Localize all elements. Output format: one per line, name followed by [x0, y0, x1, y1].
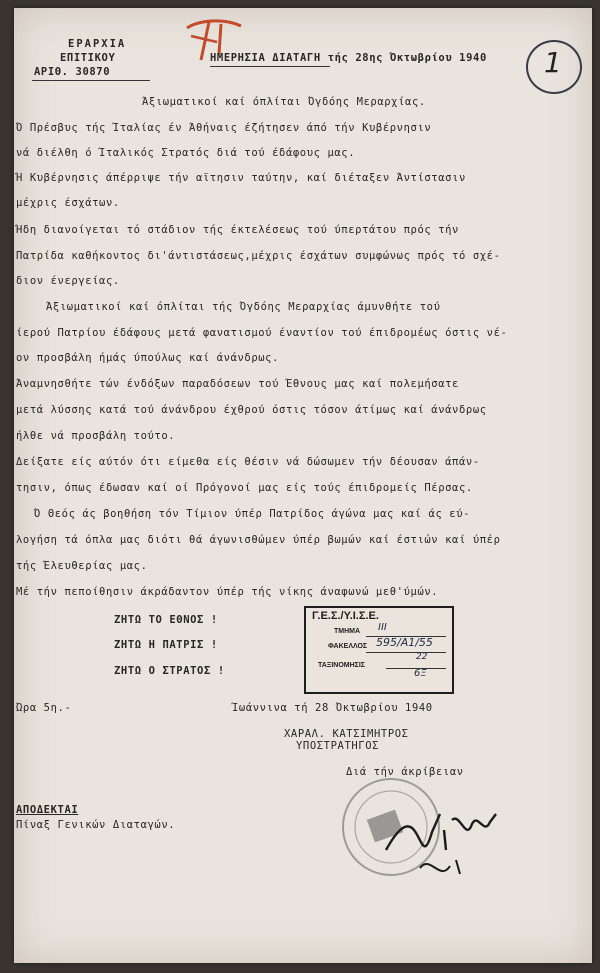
body-line-11: ον προσβάλη ήμάς ύπούλως καί άνάνδρως.: [16, 352, 280, 364]
body-line-15: Δείξατε είς αύτόν ότι είμεθα είς θέσιν νά δώσωμεν τήν δέουσαν άπάν-: [16, 456, 480, 468]
document-page: [14, 8, 592, 963]
unit-line-3: ΑΡΙΘ. 30870: [34, 66, 111, 78]
page-number: 1: [544, 46, 562, 79]
body-line-18: λογήση τά όπλα μας διότι θά άγωνισθώμεν ύπέρ βωμών καί έστιών καί ύπέρ: [16, 534, 501, 546]
body-line-12: Άναμνησθήτε τών ένδόξων παραδόσεων τού Έθνους μας καί πολεμήσατε: [16, 378, 459, 390]
page-title: ΗΜΕΡΗΣΙΑ ΔΙΑΤΑΓΗ τής 28ης Όκτωβρίου 1940: [210, 52, 487, 64]
body-line-8: διον ένεργείας.: [16, 275, 120, 287]
archive-stamp: [304, 606, 454, 694]
certify-line: Διά τήν άκρίβειαν: [346, 766, 464, 778]
body-line-9: Άξιωματικοί καί όπλίται τής Όγδόης Μεραρχίας άμυνθήτε τού: [46, 301, 441, 313]
body-line-19: τής Έλευθερίας μας.: [16, 560, 148, 572]
slogan-fatherland: ΖΗΤΩ Η ΠΑΤΡΙΣ !: [114, 639, 218, 651]
stamp-row1-label: ΤΜΗΜΑ: [334, 628, 361, 635]
stamp-row3-value-top: 22: [416, 652, 428, 662]
stamp-row2-value: 595/Α1/55: [376, 636, 433, 649]
body-line-20: Μέ τήν πεποίθησιν άκράδαντον ύπέρ τής νίκης άναφωνώ μεθ'ύμών.: [16, 586, 439, 598]
body-line-6: Ήδη διανοίγεται τό στάδιον τής έκτελέσεως τού ύπερτάτου πρός τήν: [16, 224, 459, 236]
unit-underline: [32, 80, 150, 81]
recipients-line: Πίναξ Γενικών Διαταγών.: [16, 819, 176, 831]
body-line-3: νά διέλθη ό Ίταλικός Στρατός διά τού έδάφους μας.: [16, 147, 356, 159]
slogan-nation: ΖΗΤΩ ΤΟ ΕΘΝΟΣ !: [114, 614, 218, 626]
signer-rank: ΥΠΟΣΤΡΑΤΗΓΟΣ: [296, 740, 380, 752]
body-line-13: μετά λύσσης κατά τού άνάνδρου έχθρού όστις τόσον άτίμως καί άνάνδρως: [16, 404, 487, 416]
unit-line-1: ΕΡΑΡΧΙΑ: [68, 38, 127, 50]
signer-name: ΧΑΡΑΛ. ΚΑΤΣΙΜΗΤΡΟΣ: [284, 728, 409, 740]
stamp-row3-value-bottom: 6Ξ: [414, 668, 427, 679]
body-line-4: Ή Κυβέρνησις άπέρριψε τήν αϊτησιν ταύτην, καί διέταξεν Άντίστασιν: [16, 172, 466, 184]
place-date: Ίωάννινα τή 28 Όκτωβρίου 1940: [232, 702, 433, 714]
recipients-header: ΑΠΟΔΕΚΤΑΙ: [16, 804, 79, 816]
unit-line-2: ΕΠΙΤΙΚΟΥ: [60, 52, 116, 64]
slogan-army: ΖΗΤΩ Ο ΣΤΡΑΤΟΣ !: [114, 665, 225, 677]
body-line-16: τησιν, όπως έδωσαν καί οί Πρόγονοί μας είς τούς έπιδρομείς Πέρσας.: [16, 482, 473, 494]
body-line-2: Ό Πρέσβυς τής Ίταλίας έν Άθήναις έζήτησεν άπό τήν Κυβέρνησιν: [16, 122, 432, 134]
stamp-title: Γ.Ε.Σ./Υ.Ι.Σ.Ε.: [312, 610, 379, 622]
stamp-row1-value: ΙΙΙ: [378, 622, 387, 633]
body-line-14: ήλθε νά προσβάλη τούτο.: [16, 430, 176, 442]
time-line: Ώρα 5η.-: [16, 702, 72, 714]
body-line-7: Πατρίδα καθήκοντος δι'άντιστάσεως,μέχρις έσχάτων συμφώνως πρός τό σχέ-: [16, 250, 501, 262]
body-line-5: μέχρις έσχάτων.: [16, 197, 120, 209]
body-line-1: Άξιωματικοί καί όπλίται Όγδόης Μεραρχίας.: [142, 96, 426, 108]
stamp-row2-label: ΦΑΚΕΛΛΟΣ: [328, 643, 368, 650]
stamp-row3-label: ΤΑΞΙΝΟΜΗΣΙΣ: [318, 662, 365, 669]
body-line-17: Ό Θεός άς βοηθήση τόν Τίμιον ύπέρ Πατρίδος άγώνα μας καί άς εύ-: [34, 508, 471, 520]
title-underline: [210, 66, 330, 67]
body-line-10: ίερού Πατρίου έδάφους μετά φανατισμού έναντίον τού έπιδρομέως όστις νέ-: [16, 327, 508, 339]
